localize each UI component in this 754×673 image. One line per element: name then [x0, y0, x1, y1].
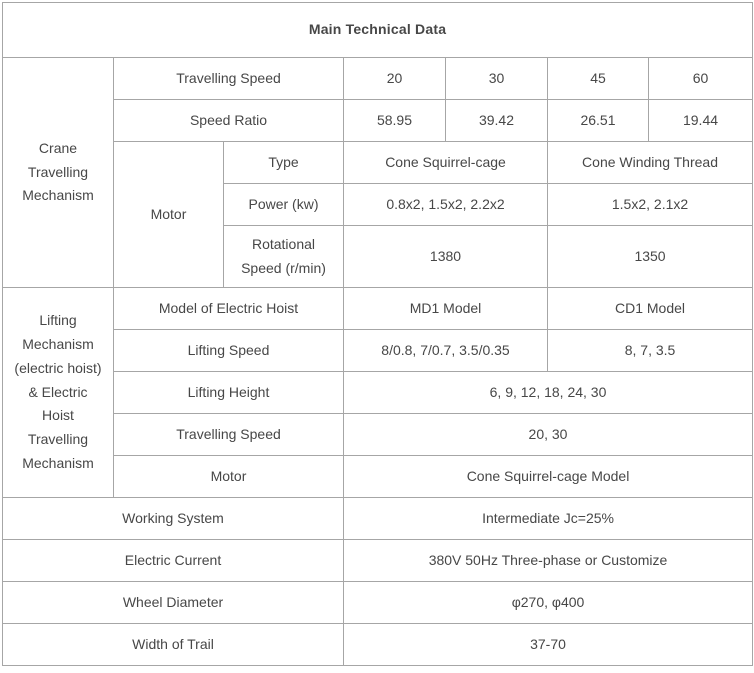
- row-label-width-of-trail: Width of Trail: [3, 624, 344, 666]
- table-row-hoist-travelling-speed: [3, 414, 753, 456]
- value-hoist-travelling-speed: 20, 30: [344, 414, 753, 456]
- value-travelling-speed-45: 45: [548, 58, 649, 100]
- row-label-hoist-model: Model of Electric Hoist: [114, 288, 344, 330]
- value-lifting-speed-2: 8, 7, 3.5: [548, 330, 753, 372]
- section-label-crane-travelling-mechanism: Crane Travelling Mechanism: [3, 58, 114, 288]
- row-label-motor: Motor: [114, 142, 224, 288]
- value-hoist-model-2: CD1 Model: [548, 288, 753, 330]
- title-row: [3, 3, 753, 58]
- row-label-travelling-speed: Travelling Speed: [114, 58, 344, 100]
- table-row-working-system: [3, 498, 753, 540]
- table-row-lifting-speed: [3, 330, 753, 372]
- row-label-working-system: Working System: [3, 498, 344, 540]
- row-label-rotational-speed: Rotational Speed (r/min): [224, 226, 344, 288]
- section-label-lifting-mechanism: Lifting Mechanism (electric hoist) & Electric Hoist Travelling Mechanism: [3, 288, 114, 498]
- row-label-speed-ratio: Speed Ratio: [114, 100, 344, 142]
- table-row-electric-current: [3, 540, 753, 582]
- value-lifting-height: 6, 9, 12, 18, 24, 30: [344, 372, 753, 414]
- value-speed-ratio-1: 58.95: [344, 100, 446, 142]
- value-motor-power-2: 1.5x2, 2.1x2: [548, 184, 753, 226]
- value-rotational-speed-1: 1380: [344, 226, 548, 288]
- value-working-system: Intermediate Jc=25%: [344, 498, 753, 540]
- value-hoist-model-1: MD1 Model: [344, 288, 548, 330]
- value-wheel-diameter: φ270, φ400: [344, 582, 753, 624]
- row-label-hoist-travelling-speed: Travelling Speed: [114, 414, 344, 456]
- value-motor-type-2: Cone Winding Thread: [548, 142, 753, 184]
- row-label-electric-current: Electric Current: [3, 540, 344, 582]
- value-width-of-trail: 37-70: [344, 624, 753, 666]
- row-label-motor-power: Power (kw): [224, 184, 344, 226]
- table-row-hoist-motor: [3, 456, 753, 498]
- row-label-motor-type: Type: [224, 142, 344, 184]
- value-electric-current: 380V 50Hz Three-phase or Customize: [344, 540, 753, 582]
- value-hoist-motor: Cone Squirrel-cage Model: [344, 456, 753, 498]
- table-row-width-of-trail: [3, 624, 753, 666]
- table-row-lifting-height: [3, 372, 753, 414]
- row-label-lifting-height: Lifting Height: [114, 372, 344, 414]
- row-label-hoist-motor: Motor: [114, 456, 344, 498]
- table-row-travelling-speed: [3, 58, 753, 100]
- value-rotational-speed-2: 1350: [548, 226, 753, 288]
- row-label-lifting-speed: Lifting Speed: [114, 330, 344, 372]
- table-row-hoist-model: [3, 288, 753, 330]
- value-travelling-speed-30: 30: [446, 58, 548, 100]
- table-row-speed-ratio: [3, 100, 753, 142]
- table-row-wheel-diameter: [3, 582, 753, 624]
- value-travelling-speed-20: 20: [344, 58, 446, 100]
- value-motor-power-1: 0.8x2, 1.5x2, 2.2x2: [344, 184, 548, 226]
- value-speed-ratio-3: 26.51: [548, 100, 649, 142]
- page-title: Main Technical Data: [3, 3, 753, 58]
- technical-data-table: [2, 2, 753, 666]
- value-lifting-speed-1: 8/0.8, 7/0.7, 3.5/0.35: [344, 330, 548, 372]
- value-motor-type-1: Cone Squirrel-cage: [344, 142, 548, 184]
- value-speed-ratio-2: 39.42: [446, 100, 548, 142]
- value-speed-ratio-4: 19.44: [649, 100, 753, 142]
- value-travelling-speed-60: 60: [649, 58, 753, 100]
- row-label-wheel-diameter: Wheel Diameter: [3, 582, 344, 624]
- table-row-motor-type: [3, 142, 753, 184]
